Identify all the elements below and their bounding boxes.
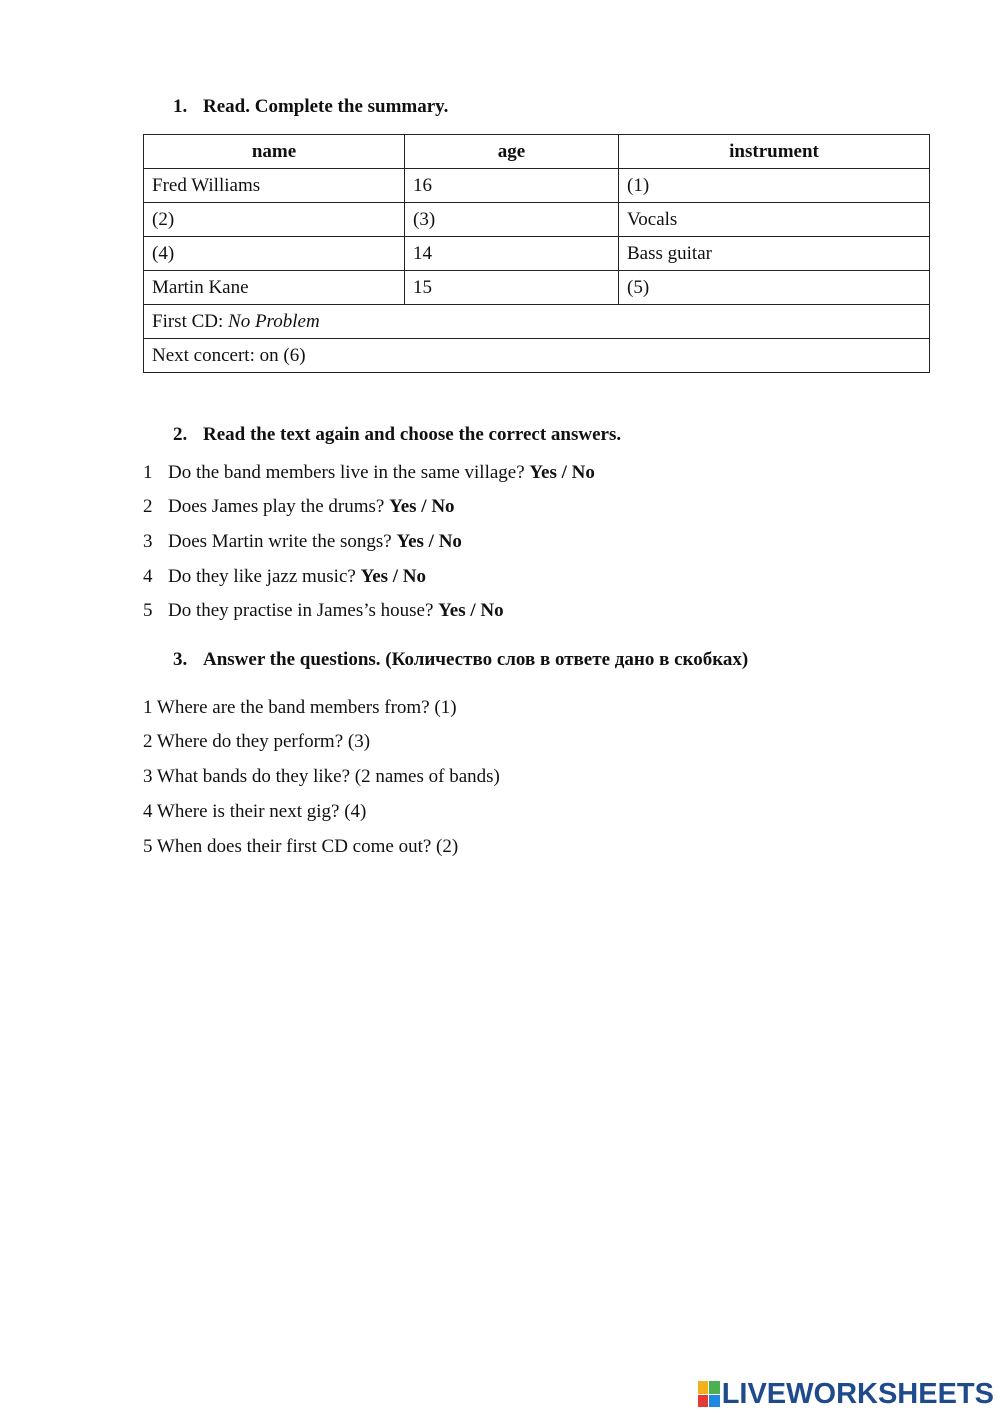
header-age: age <box>405 135 619 169</box>
liveworksheets-logo <box>698 1377 994 1411</box>
table-row <box>144 237 930 271</box>
cell-instrument: (1) <box>619 169 930 203</box>
choice-question <box>143 496 455 518</box>
cell-instrument: Bass guitar <box>619 237 930 271</box>
logo-square-icon <box>698 1395 708 1408</box>
choice-question <box>143 600 504 622</box>
cell-age: 14 <box>405 237 619 271</box>
question-number: 5 <box>143 600 153 621</box>
yes-no-options[interactable]: Yes / No <box>389 496 455 517</box>
logo-square-icon <box>709 1395 719 1408</box>
table-row <box>144 169 930 203</box>
choice-question <box>143 531 462 553</box>
question-text: Do they like jazz music? <box>168 566 361 587</box>
section2-heading <box>173 424 621 446</box>
cell-name: Martin Kane <box>144 271 405 305</box>
section3-number: 3. <box>173 649 188 670</box>
open-question: 5 When does their first CD come out? (2) <box>143 836 459 857</box>
yes-no-options[interactable]: Yes / No <box>396 531 462 552</box>
first-cd-row <box>144 305 930 339</box>
next-concert-cell: Next concert: on (6) <box>144 339 930 373</box>
question-text: Do the band members live in the same village? <box>168 462 530 483</box>
open-question: 1 Where are the band members from? (1) <box>143 697 457 718</box>
section2-title: Read the text again and choose the correct answers. <box>203 424 622 445</box>
table-row <box>144 271 930 305</box>
question-number: 3 <box>143 531 153 552</box>
question-number: 2 <box>143 496 153 517</box>
cell-age: (3) <box>405 203 619 237</box>
cell-name: (4) <box>144 237 405 271</box>
cell-name: (2) <box>144 203 405 237</box>
header-name: name <box>144 135 405 169</box>
section1-title: Read. Complete the summary. <box>203 96 449 117</box>
choice-question <box>143 566 426 588</box>
section1-number: 1. <box>173 96 188 117</box>
summary-table <box>143 134 930 373</box>
yes-no-options[interactable]: Yes / No <box>360 566 427 587</box>
table-row <box>144 203 930 237</box>
question-number: 1 <box>143 462 153 483</box>
table-header-row <box>144 135 930 169</box>
question-number: 4 <box>143 566 153 587</box>
open-question: 4 Where is their next gig? (4) <box>143 801 367 822</box>
section2-number: 2. <box>173 424 188 445</box>
logo-text: LIVEWORKSHEETS <box>721 1378 994 1410</box>
section3-title: Answer the questions. (Количество слов в ответе дано в скобках) <box>203 649 749 670</box>
open-question: 3 What bands do they like? (2 names of bands) <box>143 766 500 787</box>
cell-instrument: Vocals <box>619 203 930 237</box>
cell-instrument: (5) <box>619 271 930 305</box>
section1-heading <box>173 96 448 118</box>
question-text: Does James play the drums? <box>168 496 390 517</box>
logo-square-icon <box>709 1381 719 1394</box>
open-question: 2 Where do they perform? (3) <box>143 731 371 752</box>
next-concert-row <box>144 339 930 373</box>
question-text: Do they practise in James’s house? <box>168 600 439 621</box>
section3-heading <box>173 649 748 671</box>
first-cd-value: No Problem <box>228 311 320 332</box>
cell-name: Fred Williams <box>144 169 405 203</box>
yes-no-options[interactable]: Yes / No <box>529 462 595 483</box>
logo-mark-icon <box>698 1381 720 1407</box>
yes-no-options[interactable]: Yes / No <box>438 600 504 621</box>
cell-age: 16 <box>405 169 619 203</box>
header-instrument: instrument <box>619 135 930 169</box>
logo-square-icon <box>698 1381 708 1394</box>
choice-question <box>143 462 595 484</box>
first-cd-cell <box>144 305 930 339</box>
cell-age: 15 <box>405 271 619 305</box>
question-text: Does Martin write the songs? <box>168 531 397 552</box>
first-cd-label: First CD: <box>152 311 229 332</box>
